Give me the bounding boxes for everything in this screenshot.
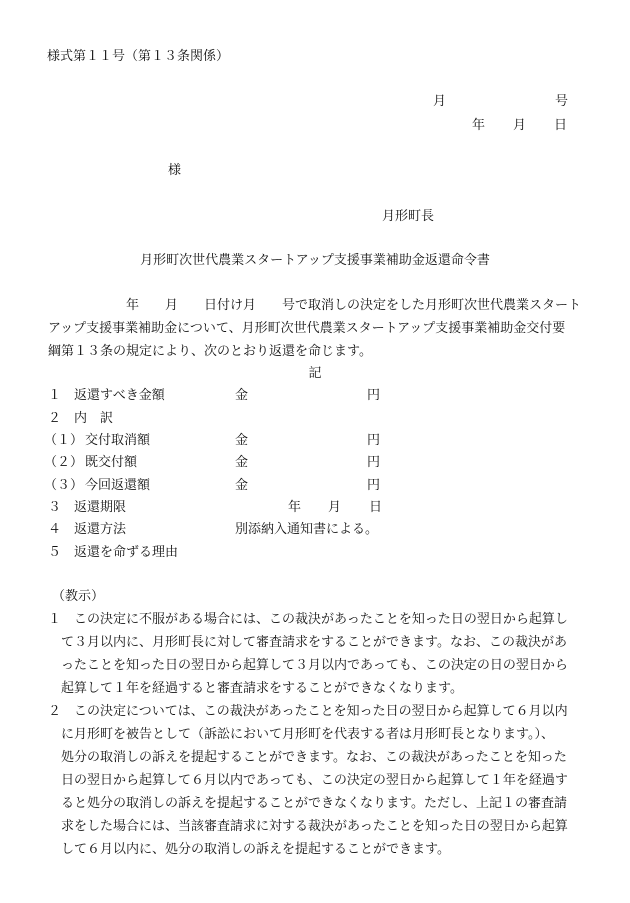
deadline-day: 日 (369, 500, 383, 515)
deadline-year: 年 (288, 500, 302, 515)
yen-label: 円 (367, 455, 381, 470)
notice-line: １ この決定に不服がある場合には、この裁決があったことを知った日の翌日から起算し (48, 612, 568, 627)
item-label: 返還方法 (74, 522, 127, 537)
intro-line-2: アップ支援事業補助金について、月形町次世代農業スタートアップ支援事業補助金交付要 (48, 321, 566, 336)
recipient: 様 (168, 163, 182, 178)
kin-label: 金 (235, 478, 249, 493)
item-number: ４ (48, 522, 62, 537)
deadline-month: 月 (328, 500, 342, 515)
notice-line: して６月以内に、処分の取消しの訴えを提起することができます。 (48, 842, 450, 857)
sub-item-label: 既交付額 (85, 455, 138, 470)
yen-label: 円 (367, 478, 381, 493)
form-number: 様式第１１号（第１３条関係） (47, 49, 230, 64)
item-label: 返還すべき金額 (74, 388, 165, 403)
ki-heading: 記 (308, 366, 322, 381)
date-month: 月 (512, 118, 526, 133)
intro-line-1: 年 月 日付け月 号で取消しの決定をした月形町次世代農業スタート (48, 298, 582, 313)
yen-label: 円 (367, 433, 381, 448)
notice-line: 求をした場合には、当該審査請求に対する裁決があったことを知った日の翌日から起算 (48, 819, 568, 834)
notice-line: ったことを知った日の翌日から起算して３月以内であっても、この決定の日の翌日から (48, 658, 568, 673)
sub-item-number: （２） (44, 455, 84, 470)
date-year: 年 (472, 118, 486, 133)
notice-line: 日の翌日から起算して６月以内であっても、この決定の翌日から起算して１年を経過す (48, 773, 568, 788)
document-number (433, 93, 568, 111)
item-label: 返還期限 (74, 500, 127, 515)
sub-item-number: （３） (44, 478, 84, 493)
sub-item-label: 今回返還額 (85, 478, 151, 493)
document-title: 月形町次世代農業スタートアップ支援事業補助金返還命令書 (140, 253, 490, 268)
kin-label: 金 (235, 455, 249, 470)
date-day: 日 (553, 118, 567, 133)
sub-item-number: （１） (44, 433, 84, 448)
kin-label: 金 (235, 388, 249, 403)
notice-line: ２ この決定については、この裁決があったことを知った日の翌日から起算して６月以内 (48, 704, 568, 719)
yen-label: 円 (367, 388, 381, 403)
sub-item-label: 交付取消額 (85, 433, 151, 448)
sender: 月形町長 (382, 209, 435, 224)
item-label: 内 訳 (74, 411, 114, 426)
notice-line: ると処分の取消しの訴えを提起することができなくなります。ただし、上記１の審査請 (48, 796, 567, 811)
intro-line-3: 綱第１３条の規定により、次のとおり返還を命じます。 (48, 344, 372, 359)
item-number: ５ (48, 545, 62, 560)
doc-number-month: 月 (433, 94, 447, 109)
item-number: １ (48, 388, 62, 403)
kin-label: 金 (235, 433, 249, 448)
item-number: ３ (48, 500, 62, 515)
document-date (472, 117, 567, 135)
doc-number-go: 号 (554, 94, 568, 109)
notice-line: 起算して１年を経過すると審査請求をすることができなくなります。 (48, 681, 463, 696)
notice-line: て３月以内に、月形町長に対して審査請求をすることができます。なお、この裁決があ (48, 635, 567, 650)
notice-line: に月形町を被告として（訴訟において月形町を代表する者は月形町長となります。）、 (48, 727, 554, 742)
notice-title: （教示） (52, 589, 105, 604)
item-number: ２ (48, 411, 62, 426)
notice-line: 処分の取消しの訴えを提起することができます。なお、この裁決があったことを知った (48, 750, 567, 765)
item-label: 返還を命ずる理由 (74, 545, 179, 560)
refund-method-value: 別添納入通知書による。 (235, 522, 379, 537)
